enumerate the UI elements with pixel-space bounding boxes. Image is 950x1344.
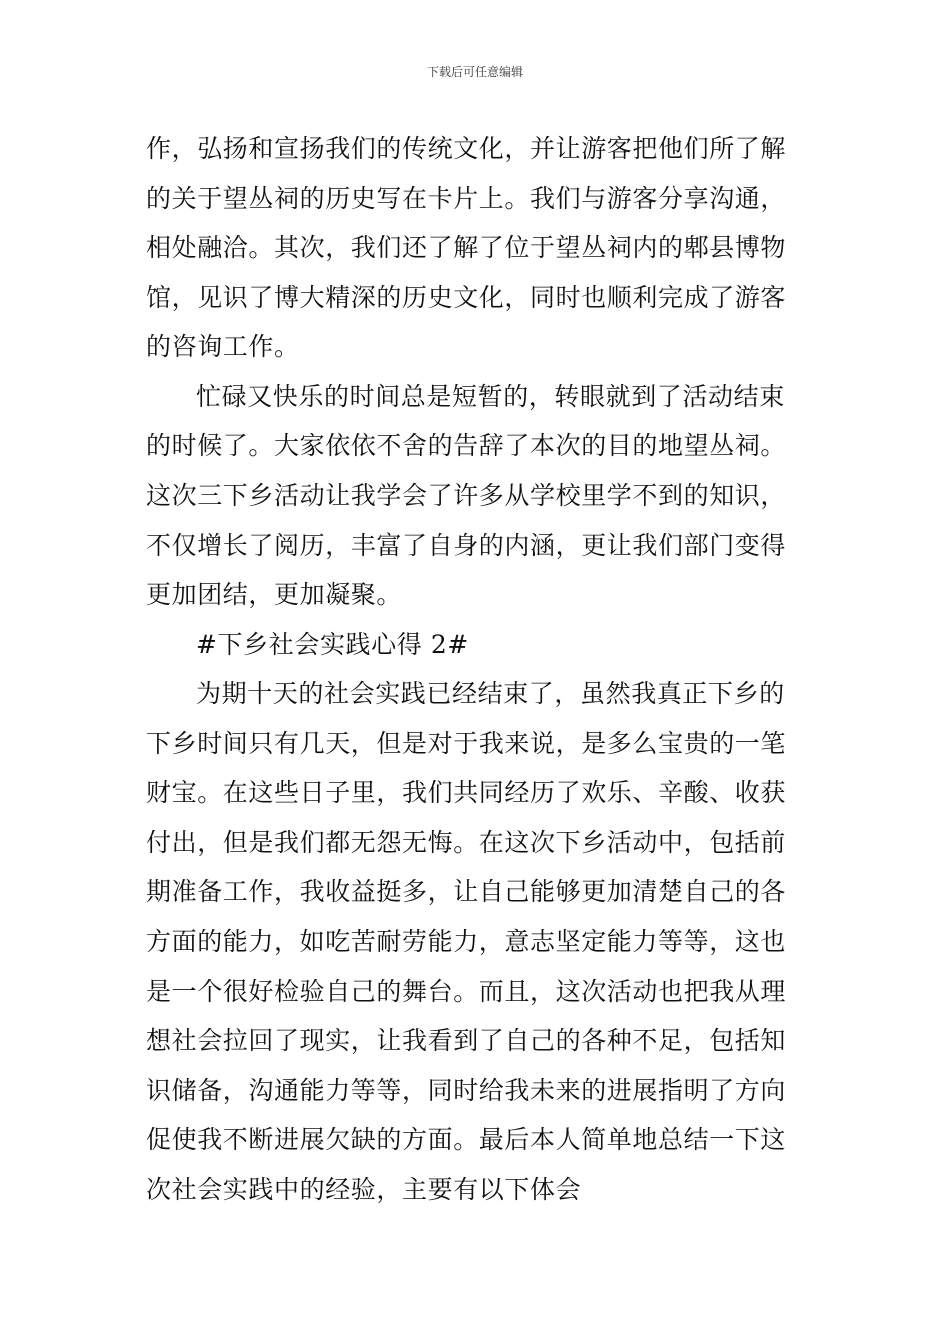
body-line: 的时候了。大家依依不舍的告辞了本次的目的地望丛祠。 — [146, 431, 787, 460]
paragraph-start-line: 为期十天的社会实践已经结束了，虽然我真正下乡的 — [196, 679, 785, 708]
body-line: 付出，但是我们都无怨无悔。在这次下乡活动中，包括前 — [146, 828, 787, 857]
body-line: 作，弘扬和宣扬我们的传统文化，并让游客把他们所了解 — [146, 134, 787, 163]
body-line: 的关于望丛祠的历史写在卡片上。我们与游客分享沟通， — [146, 184, 787, 213]
body-line: 不仅增长了阅历，丰富了自身的内涵，更让我们部门变得 — [146, 531, 787, 560]
page-header: 下载后可任意编辑 — [426, 65, 523, 79]
paragraph-start-line: 忙碌又快乐的时间总是短暂的，转眼就到了活动结束 — [196, 382, 785, 411]
body-line: 馆，见识了博大精深的历史文化，同时也顺利完成了游客 — [146, 283, 787, 312]
body-line: 识储备，沟通能力等等，同时给我未来的进展指明了方向 — [146, 1076, 787, 1105]
body-line: 更加团结，更加凝聚。 — [146, 580, 403, 609]
body-line: 想社会拉回了现实，让我看到了自己的各种不足，包括知 — [146, 1026, 787, 1055]
body-line: 相处融洽。其次，我们还了解了位于望丛祠内的郫县博物 — [146, 233, 787, 262]
body-line: 次社会实践中的经验，主要有以下体会 — [146, 1175, 582, 1204]
body-line: 的咨询工作。 — [146, 332, 300, 361]
body-line: 财宝。在这些日子里，我们共同经历了欢乐、辛酸、收获 — [146, 778, 787, 807]
body-line: 是一个很好检验自己的舞台。而且，这次活动也把我从理 — [146, 977, 787, 1006]
body-line: 下乡时间只有几天，但是对于我来说，是多么宝贵的一笔 — [146, 729, 787, 758]
section-heading: #下乡社会实践心得 2# — [196, 630, 469, 659]
body-line: 期准备工作，我收益挺多，让自己能够更加清楚自己的各 — [146, 877, 787, 906]
body-line: 这次三下乡活动让我学会了许多从学校里学不到的知识， — [146, 481, 787, 510]
body-line: 方面的能力，如吃苦耐劳能力，意志坚定能力等等，这也 — [146, 927, 787, 956]
body-line: 促使我不断进展欠缺的方面。最后本人简单地总结一下这 — [146, 1125, 787, 1154]
